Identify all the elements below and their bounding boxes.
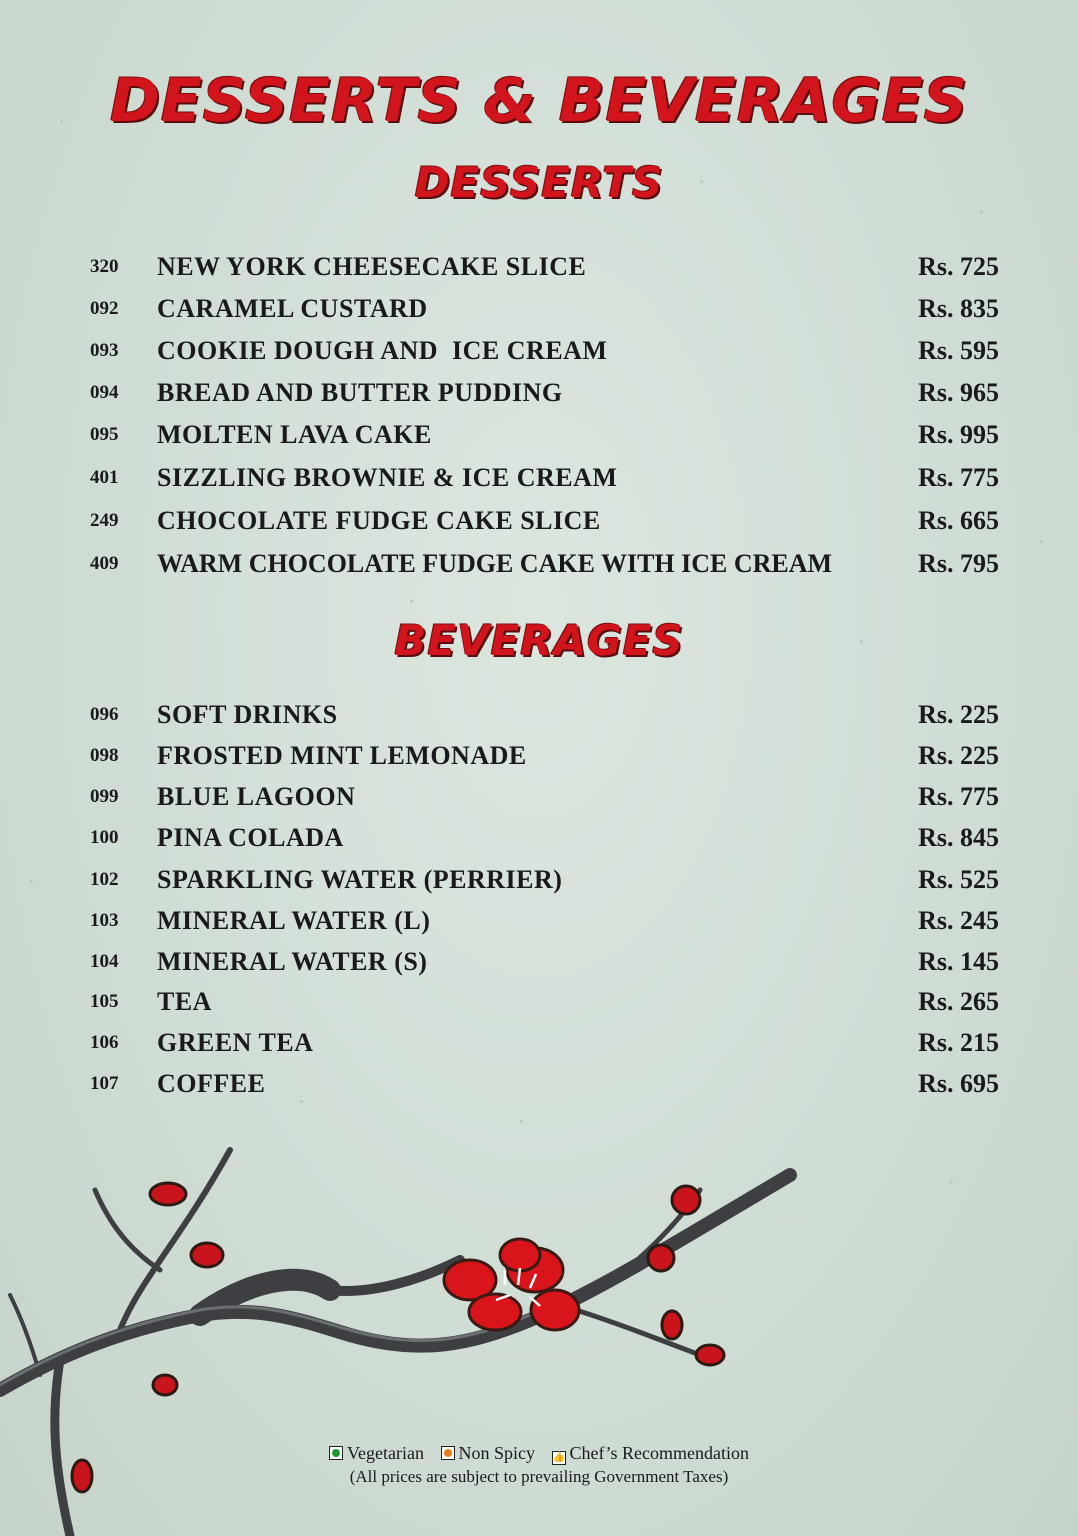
item-price: Rs. 665: [918, 506, 999, 535]
item-code: 409: [90, 553, 119, 574]
legend-label: Chef’s Recommendation: [569, 1443, 749, 1463]
item-code: 099: [90, 786, 119, 807]
thumbs-up-icon: 👍: [552, 1452, 565, 1463]
beverages-heading: BEVERAGES: [394, 616, 684, 665]
item-price: Rs. 245: [918, 906, 999, 935]
legend-label: Vegetarian: [347, 1443, 424, 1463]
menu-item: [0, 1069, 1078, 1099]
item-price: Rs. 145: [918, 947, 999, 976]
item-name: SIZZLING BROWNIE & ICE CREAM: [157, 463, 618, 492]
item-name: MINERAL WATER (S): [157, 947, 428, 976]
menu-item: [0, 947, 1078, 977]
legend-chef: [552, 1443, 749, 1465]
legend: [0, 1443, 1078, 1465]
item-code: 092: [90, 298, 119, 319]
item-name: COOKIE DOUGH AND ICE CREAM: [157, 336, 608, 365]
menu-item: [0, 987, 1078, 1017]
item-code: 105: [90, 991, 119, 1012]
item-price: Rs. 965: [918, 378, 999, 407]
item-code: 094: [90, 382, 119, 403]
item-code: 102: [90, 869, 119, 890]
orange-dot-icon: [441, 1446, 455, 1460]
item-code: 401: [90, 467, 119, 488]
item-code: 098: [90, 745, 119, 766]
desserts-heading: DESSERTS: [414, 158, 664, 207]
item-name: MOLTEN LAVA CAKE: [157, 420, 432, 449]
menu-item: [0, 741, 1078, 771]
item-code: 104: [90, 951, 119, 972]
item-price: Rs. 225: [918, 700, 999, 729]
legend-label: Non Spicy: [458, 1443, 535, 1463]
item-name: BREAD AND BUTTER PUDDING: [157, 378, 563, 407]
item-price: Rs. 225: [918, 741, 999, 770]
item-name: NEW YORK CHEESECAKE SLICE: [157, 252, 587, 281]
item-code: 106: [90, 1032, 119, 1053]
menu-item: [0, 294, 1078, 324]
menu-item: [0, 906, 1078, 936]
item-price: Rs. 265: [918, 987, 999, 1016]
menu-item: [0, 506, 1078, 536]
item-name: FROSTED MINT LEMONADE: [157, 741, 527, 770]
item-name: CHOCOLATE FUDGE CAKE SLICE: [157, 506, 601, 535]
item-price: Rs. 795: [918, 549, 999, 578]
item-code: 096: [90, 704, 119, 725]
item-price: Rs. 775: [918, 782, 999, 811]
item-price: Rs. 845: [918, 823, 999, 852]
item-name: SPARKLING WATER (PERRIER): [157, 865, 563, 894]
item-name: COFFEE: [157, 1069, 266, 1098]
item-price: Rs. 725: [918, 252, 999, 281]
menu-item: [0, 782, 1078, 812]
item-name: GREEN TEA: [157, 1028, 314, 1057]
page-title: DESSERTS & BEVERAGES: [109, 66, 969, 136]
menu-item: [0, 865, 1078, 895]
item-price: Rs. 695: [918, 1069, 999, 1098]
item-name: WARM CHOCOLATE FUDGE CAKE WITH ICE CREAM: [157, 549, 833, 578]
menu-item: [0, 252, 1078, 282]
menu-item: [0, 823, 1078, 853]
item-price: Rs. 525: [918, 865, 999, 894]
item-price: Rs. 595: [918, 336, 999, 365]
menu-item: [0, 336, 1078, 366]
item-name: CARAMEL CUSTARD: [157, 294, 428, 323]
item-price: Rs. 835: [918, 294, 999, 323]
item-code: 100: [90, 827, 119, 848]
item-name: BLUE LAGOON: [157, 782, 356, 811]
menu-item: [0, 549, 1078, 579]
menu-item: [0, 463, 1078, 493]
menu-item: [0, 378, 1078, 408]
item-price: Rs. 215: [918, 1028, 999, 1057]
item-code: 103: [90, 910, 119, 931]
tax-note: (All prices are subject to prevailing Government Taxes): [349, 1467, 729, 1486]
legend-vegetarian: [329, 1443, 424, 1464]
item-name: MINERAL WATER (L): [157, 906, 431, 935]
green-dot-icon: [329, 1446, 343, 1460]
item-name: SOFT DRINKS: [157, 700, 338, 729]
legend-non-spicy: [441, 1443, 536, 1464]
item-price: Rs. 995: [918, 420, 999, 449]
item-name: TEA: [157, 987, 212, 1016]
item-code: 320: [90, 256, 119, 277]
item-code: 093: [90, 340, 119, 361]
menu-item: [0, 1028, 1078, 1058]
menu-item: [0, 700, 1078, 730]
item-price: Rs. 775: [918, 463, 999, 492]
item-name: PINA COLADA: [157, 823, 344, 852]
menu-item: [0, 420, 1078, 450]
item-code: 249: [90, 510, 119, 531]
item-code: 095: [90, 424, 119, 445]
item-code: 107: [90, 1073, 119, 1094]
